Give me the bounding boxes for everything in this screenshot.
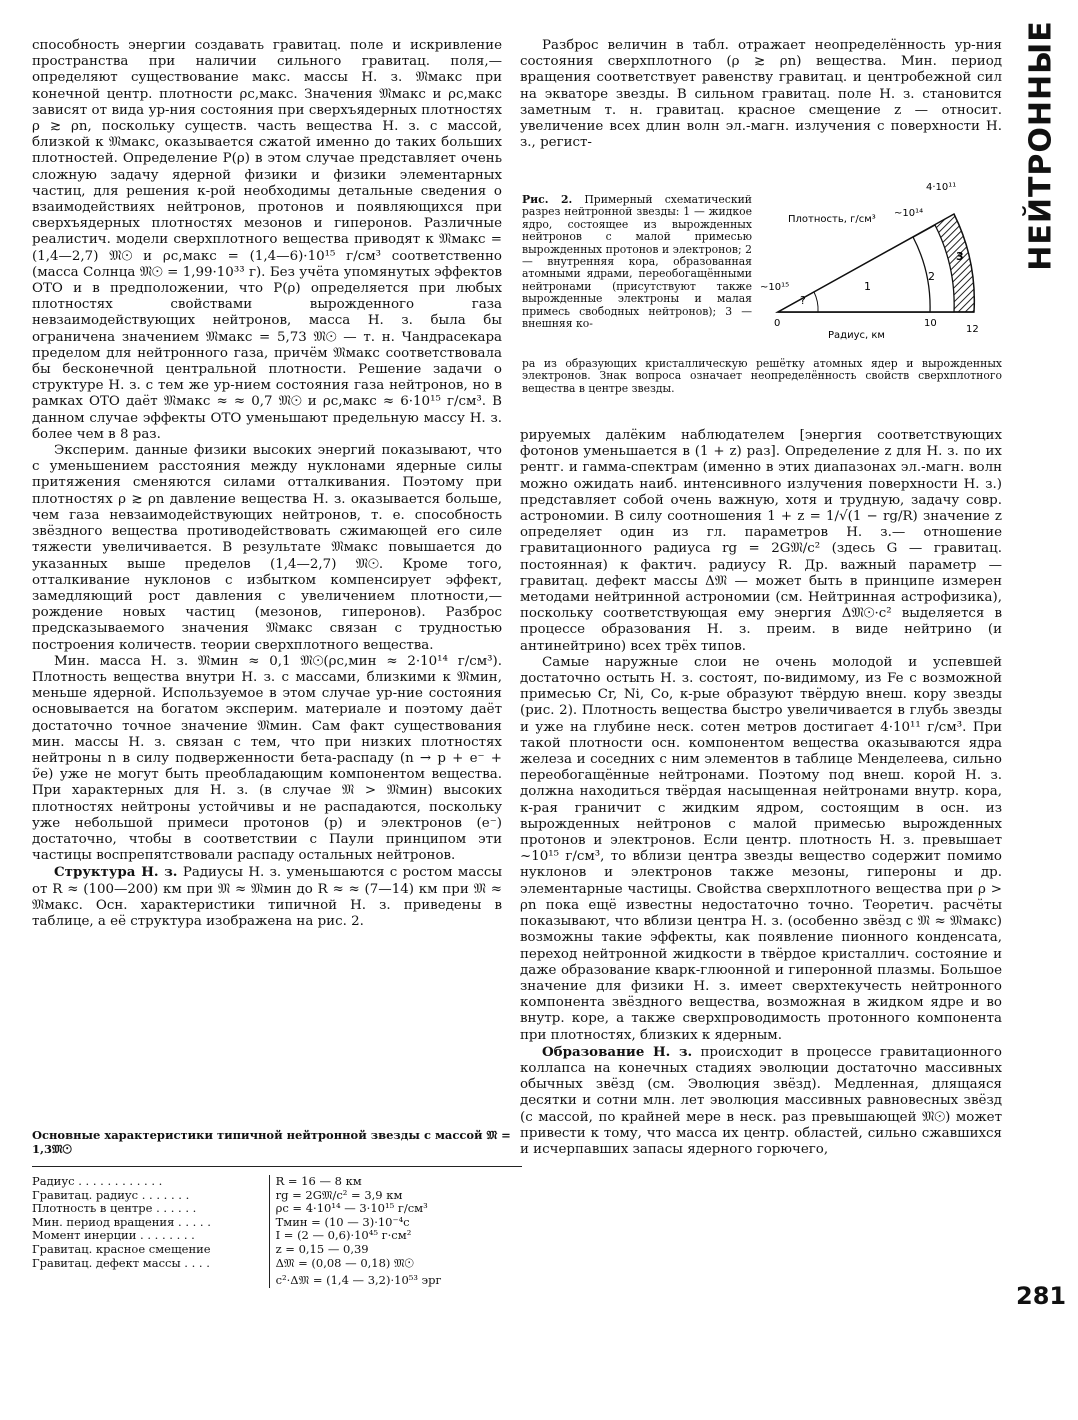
paragraph: способность энергии создавать гравитац. поле и искривление пространства при наличии сильного гравитац. поля,— определяют существование макс. массы Н. з. 𝔐макс при конечной центр. плотности ρс,макс. Значения 𝔐макс и ρс,макс зависят от вида ур-ния состояния при сверхъядерных плотностях ρ ≳ ρn, поскольку существ. часть вещества Н. з. с массой, близкой к 𝔐макс, оказывается сжатой именно до таких больших плотностей. Определение P(ρ) в этом случае представляет очень сложную задачу ядерной физики и физики элементарных частиц, для решения к-рой необходимы детальные сведения о взаимодействиях нейтронов, протонов и появляющихся при сверхъядерных плотностях мезонов и гиперонов. Различные реалистич. модели сверхплотного вещества приводят к 𝔐макс = (1,4—2,7) 𝔐☉ и ρс,макс = (1,4—6)·10¹⁵ г/см³ соответственно (масса Солнца 𝔐☉ = 1,99·10³³ г). Без учёта упомянутых эффектов ОТО и в предположении, что P(ρ) определяется при любых плотностях свойствами вырожденного газа невзаимодействующих нейтронов, масса Н. з. была бы ограничена значением 𝔐макс = 5,73 𝔐☉ — т. н. Чандрасекара пределом для нейтронного газа, причём 𝔐макс соответствовала бы бесконечной центральной плотности. Решение задачи о структуре Н. з. с тем же ур-нием состояния газа нейтронов, но в рамках ОТО даёт 𝔐макс ≈ ≈ 0,7 𝔐☉ и ρс,макс ≈ 6·10¹⁵ г/см³. В данном случае эффекты ОТО уменьшают предельную массу Н. з. более чем в 8 раз. <box>32 38 502 442</box>
label-2: 2 <box>928 270 935 283</box>
table-row <box>32 1175 522 1189</box>
density-4e11-label: 4·10¹¹ <box>926 182 957 193</box>
figure-caption-continued: ра из образующих кристаллическую решётку атомных ядер и вырожденных электронов. Знак вопроса означает неопределённость свойств сверхплотного вещества в центре звезды. <box>522 357 1002 395</box>
table-value: Δ𝔐 = (0,08 — 0,18) 𝔐☉ <box>269 1257 522 1271</box>
radius-10-label: 10 <box>924 318 937 329</box>
table-param: Гравитац. красное смещение <box>32 1242 211 1256</box>
table-param <box>32 1270 269 1288</box>
paragraph: Эксперим. данные физики высоких энергий показывают, что с уменьшением расстояния между нуклонами ядерные силы притяжения сменяются силами отталкивания. Поэтому при плотностях ρ ≳ ρn давление вещества Н. з. оказывается больше, чем газа невзаимодействующих нейтронов, т. е. способность звёздного вещества противодействовать сжимающей его силе тяжести увеличивается. В результате 𝔐макс повышается до указанных выше пределов (1,4—2,7) 𝔐☉. Кроме того, отталкивание нуклонов с избытком компенсирует эффект, замедляющий рост давления с увеличением плотности,— рождение новых частиц (мезонов, гиперонов). Разброс предсказываемого значения 𝔐макс связан с трудностью построения количеств. теории сверхплотного вещества. <box>32 443 502 653</box>
table-value: R = 16 — 8 км <box>269 1175 522 1189</box>
table-value: rg = 2G𝔐/c² = 3,9 км <box>269 1189 522 1203</box>
paragraph: Самые наружные слои не очень молодой и успевшей достаточно остыть Н. з. состоят, по-видимому, из Fe с возможной примесью Cr, Ni, Co, к-рые образуют твёрдую внеш. кору звезды (рис. 2). Плотность вещества быстро увеличивается в глубь звезды и уже на глубине неск. сотен метров достигает 4·10¹¹ г/см³. При такой плотности осн. компонентом вещества оказываются ядра железа и соседних с ним элементов в таблице Менделеева, сильно переобогащённые нейтронами. Поэтому под внеш. корой Н. з. должна находиться твёрдая насыщенная нейтронами внутр. кора, к-рая граничит с жидким ядром, состоящим в осн. из вырожденных нейтронов с малой примесью вырожденных протонов и электронов. Если центр. плотность Н. з. превышает ~10¹⁵ г/см³, то вблизи центра звезды вещество содержит помимо нуклонов и электронов также мезоны, гипероны и др. элементарные частицы. Свойства сверхплотного вещества при ρ > ρn пока ещё известны недостаточно точно. Теоретич. расчёты показывают, что вблизи центра Н. з. (особенно звёзд с 𝔐 ≈ 𝔐макс) возможны такие эффекты, как появление пионного конденсата, переход нейтронной жидкости в твёрдое кристаллич. состояние и даже образование кварк-глюонной и гиперонной плазмы. Большое значение для физики Н. з. имеет сверхтекучесть нейтронного компонента звёздного вещества, возможная в жидком ядре и во внутр. коре, а также сверхпроводимость протонного компонента при плотностях, близких к ядерным. <box>520 654 1002 1043</box>
table-row <box>32 1216 522 1230</box>
paragraph-formation <box>520 1044 1002 1158</box>
table-title: Основные характеристики типичной нейтронной звезды с массой 𝔐 = 1,3𝔐☉ <box>32 1128 511 1156</box>
table-value: c²·Δ𝔐 = (1,4 — 3,2)·10⁵³ эрг <box>269 1270 522 1288</box>
table-row <box>32 1189 522 1203</box>
paragraph-structure <box>32 864 502 930</box>
formation-heading: Образование Н. з. <box>542 1043 693 1060</box>
table-param: Гравитац. радиус . . . . . . . <box>32 1188 190 1202</box>
page-number: 281 <box>1016 1282 1067 1310</box>
figure-caption: Рис. 2. Примерный схематический разрез нейтронной звезды: 1 — жидкое ядро, состоящее из вырожденных нейтронов с малой примесью вырожденных протонов и электронов; 2 — внутренняя кора, образованная атомными ядрами, переобогащёнными нейтронами (присутствуют также вырожденные электроны и малая примесь свободных нейтронов); 3 — внешняя ко- <box>522 193 752 331</box>
right-column-bottom <box>520 428 1002 1158</box>
table-value: ρc = 4·10¹⁴ — 3·10¹⁵ г/см³ <box>269 1202 522 1216</box>
paragraph: рируемых далёким наблюдателем [энергия соответствующих фотонов уменьшается в (1 + z) раз]. Определение z для Н. з. по их рентг. и гамма-спектрам (именно в этих диапазонах эл.-магн. волн можно ожидать наиб. интенсивного излучения поверхности Н. з.) представляет собой очень важную, хотя и трудную, задачу совр. астрономии. В силу соотношения 1 + z = 1/√(1 − rg/R) значение z определяет один из гл. параметров Н. з.— отношение гравитационного радиуса rg = 2G𝔐/c² (здесь G — гравитац. постоянная) к фактич. радиусу R. Др. важный параметр — гравитац. дефект массы Δ𝔐 — может быть в принципе измерен методами нейтринной астрономии (см. Нейтринная астрофизика), поскольку соответствующая ему энергия Δ𝔐☉·c² выделяется в процессе образования Н. з. преим. в виде нейтрино (и антинейтрино) всех трёх типов. <box>520 428 1002 654</box>
table-param: Гравитац. дефект массы . . . . <box>32 1256 210 1270</box>
left-column <box>32 38 502 930</box>
table-row <box>32 1257 522 1271</box>
structure-heading: Структура Н. з. <box>54 864 178 881</box>
table-row <box>32 1202 522 1216</box>
table-param: Радиус . . . . . . . . . . . . <box>32 1175 163 1188</box>
table-value: Tмин = (10 — 3)·10⁻⁴с <box>269 1216 522 1230</box>
table-param: Мин. период вращения . . . . . <box>32 1215 211 1229</box>
table-param: Момент инерции . . . . . . . . <box>32 1229 195 1243</box>
table-row <box>32 1229 522 1243</box>
section-title: НЕЙТРОННЫЕ <box>1023 19 1059 271</box>
radius-zero-label: 0 <box>774 318 781 329</box>
cross-section-diagram <box>758 172 1002 352</box>
formation-text: происходит в процессе гравитационного коллапса на конечных стадиях эволюции достаточно массивных обычных звёзд (см. Эволюция звёзд). Медленная, длящаяся десятки и сотни млн. лет эволюция массивных равновесных звёзд (с массой, по крайней мере в неск. раз превышающей 𝔐☉) может привести к тому, что масса их центр. областей, сильно сжавшихся и исчерпавших запасы ядерного горючего, <box>520 1044 1002 1157</box>
density-1e15-label: ~10¹⁵ <box>760 282 790 293</box>
structure-text: Радиусы Н. з. уменьшаются с ростом массы от R ≈ (100—200) км при 𝔐 ≈ 𝔐мин до R ≈ ≈ (7—14) км при 𝔐 ≈ 𝔐макс. Осн. характеристики типичной Н. з. приведены в таблице, а её структура изображена на рис. 2. <box>32 865 502 929</box>
table-body <box>32 1166 522 1288</box>
table-row <box>32 1270 522 1288</box>
table-row <box>32 1243 522 1257</box>
label-question: ? <box>800 294 806 307</box>
table-value: z = 0,15 — 0,39 <box>269 1243 522 1257</box>
radius-axis-label: Радиус, км <box>828 330 885 341</box>
table-param: Плотность в центре . . . . . . <box>32 1202 197 1216</box>
label-3: 3 <box>956 250 964 263</box>
right-column-top <box>520 38 1002 151</box>
label-1: 1 <box>864 280 871 293</box>
paragraph: Разброс величин в табл. отражает неопределённость ур-ния состояния сверхплотного (ρ ≳ ρn) вещества. Мин. период вращения соответствует равенству гравитац. и центробежной сил на экваторе звезды. В сильном гравитац. поле Н. з. становится заметным т. н. гравитац. красное смещение z — относит. увеличение всех длин волн эл.-магн. излучения с поверхности Н. з., регист- <box>520 38 1002 151</box>
density-1e14-label: ~10¹⁴ <box>894 208 924 219</box>
radius-12-label: 12 <box>966 324 979 335</box>
figure-neutron-star-cross-section <box>522 172 1002 424</box>
density-axis-label: Плотность, г/см³ <box>788 214 876 225</box>
table-value: I = (2 — 0,6)·10⁴⁵ г·см² <box>269 1229 522 1243</box>
paragraph: Мин. масса Н. з. 𝔐мин ≈ 0,1 𝔐☉(ρс,мин ≈ 2·10¹⁴ г/см³). Плотность вещества внутри Н. з. с массами, близкими к 𝔐мин, меньше ядерной. Используемое в этом случае ур-ние состояния основывается на богатом эксперим. материале и поэтому даёт достаточно точное значение 𝔐мин. Сам факт существования мин. массы Н. з. связан с тем, что при низких плотностях нейтроны n в силу подверженности бета-распаду (n → p + e⁻ + ν̃e) уже не могут быть преобладающим компонентом вещества. При характерных для Н. з. (в случае 𝔐 > 𝔐мин) высоких плотностях нейтроны устойчивы и не распадаются, поскольку уже небольшой примеси протонов (p) и электронов (e⁻) достаточно, чтобы в соответствии с Паули принципом эти частицы воспрепятствовали распаду остальных нейтронов. <box>32 653 502 864</box>
characteristics-table <box>32 1128 522 1288</box>
